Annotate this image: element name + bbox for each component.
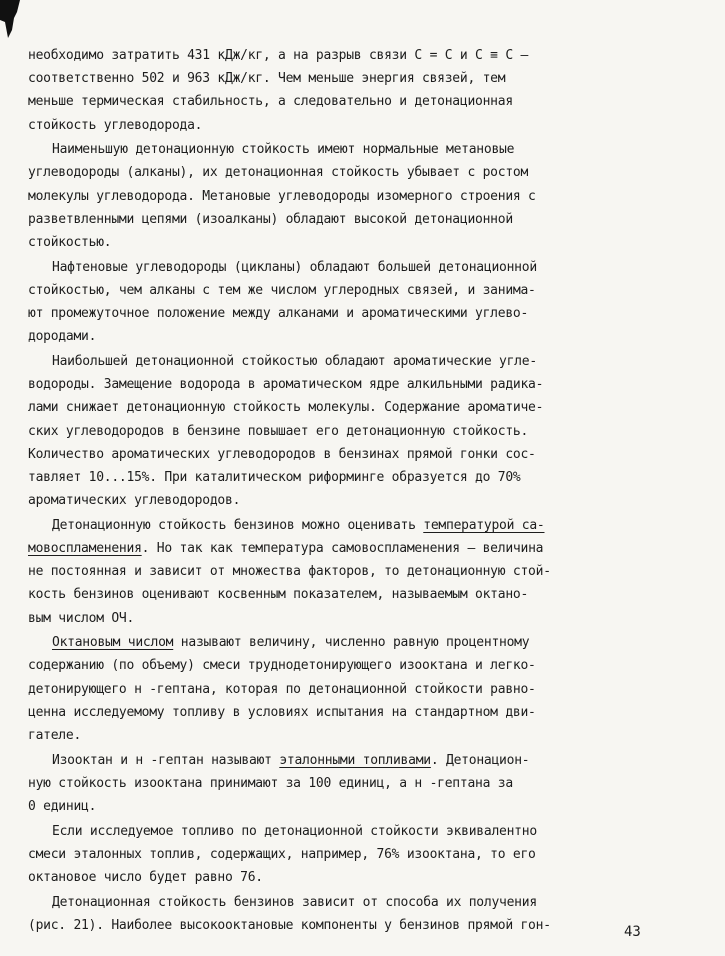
text-line: соответственно 502 и 963 кДж/кг. Чем меньше энергия связей, тем [28, 71, 506, 87]
underlined-term: температурой са- [423, 517, 545, 533]
text-line: Детонационная стойкость бензинов зависит от способа их получения [52, 894, 537, 910]
text-line: Наименьшую детонационную стойкость имеют нормальные метановые [52, 142, 515, 158]
text-line: Если исследуемое топливо по детонационной стойкости эквивалентно [52, 823, 537, 839]
text-line: смеси эталонных топлив, содержащих, например, 76% изооктана, то его [28, 846, 536, 862]
text-line: стойкостью, чем алканы с тем же числом углеродных связей, и занима- [28, 282, 536, 298]
text-line: Наибольшей детонационной стойкостью обладают ароматические угле- [52, 353, 537, 369]
text-line: ароматических углеводородов. [28, 493, 241, 509]
text-line: ную стойкость изооктана принимают за 100 единиц, а н -гептана за [28, 775, 513, 791]
text-line: углеводороды (алканы), их детонационная стойкость убывает с ростом [28, 165, 529, 181]
text-line: лами снижает детонационную стойкость молекулы. Содержание ароматиче- [28, 400, 544, 416]
text-line: ценна исследуемому топливу в условиях испытания на стандартном дви- [28, 704, 536, 720]
text-line: стойкость углеводорода. [28, 117, 203, 133]
text-line: гателе. [28, 727, 82, 743]
text-line: необходимо затратить 431 кДж/кг, а на разрыв связи C = C и C ≡ C – [28, 48, 529, 63]
text-line [28, 514, 678, 537]
text-line: мовоспламенения. Но так как температура самовоспламенения – величина [28, 540, 544, 556]
text-line: вым числом ОЧ. [28, 610, 135, 626]
text-line: Октановым числом называют величину, численно равную процентному [52, 635, 530, 651]
text-line: ских углеводородов в бензине повышает его детонационную стойкость. [28, 423, 529, 439]
text-line: Нафтеновые углеводороды (цикланы) обладают большей детонационной [52, 259, 537, 275]
underlined-term: мовоспламенения [28, 540, 142, 556]
corner-scan-mark [0, 0, 22, 38]
text-line: октановое число будет равно 76. [28, 870, 263, 886]
text-line: не постоянная и зависит от множества факторов, то детонационную стой- [28, 564, 551, 580]
text-line: содержанию (по объему) смеси труднодетонирующего изооктана и легко- [28, 658, 536, 674]
text-line: Изооктан и н -гептан называют эталонными топливами. Детонацион- [52, 752, 530, 768]
document-body [28, 44, 678, 937]
text-line: стойкостью. [28, 235, 112, 250]
text-line: кость бензинов оценивают косвенным показателем, называемым октано- [28, 587, 529, 603]
text-line-part: Детонационную стойкость бензинов можно оценивать температурой са- [52, 517, 545, 533]
underlined-term: эталонными топливами [279, 752, 431, 768]
text-line: водороды. Замещение водорода в ароматическом ядре алкильными радика- [28, 377, 544, 393]
text-line: молекулы углеводорода. Метановые углеводороды изомерного строения с [28, 188, 536, 204]
page-number: 43 [624, 924, 641, 940]
text-line: 0 единиц. [28, 799, 97, 814]
text-line: (рис. 21). Наиболее высокооктановые компоненты у бензинов прямой гон- [28, 917, 551, 933]
text-line: Количество ароматических углеводородов в бензинах прямой гонки сос- [28, 446, 536, 462]
text-line: разветвленными цепями (изоалканы) обладают высокой детонационной [28, 211, 513, 227]
underlined-term: Октановым числом [52, 635, 174, 651]
text-line: тавляет 10...15%. При каталитическом риформинге образуется до 70% [28, 469, 521, 485]
text-line: дородами. [28, 329, 97, 345]
text-line: детонирующего н -гептана, которая по детонационной стойкости равно- [28, 681, 536, 697]
text-line: меньше термическая стабильность, а следовательно и детонационная [28, 94, 513, 110]
text-line: ют промежуточное положение между алканами и ароматическими углево- [28, 306, 529, 322]
